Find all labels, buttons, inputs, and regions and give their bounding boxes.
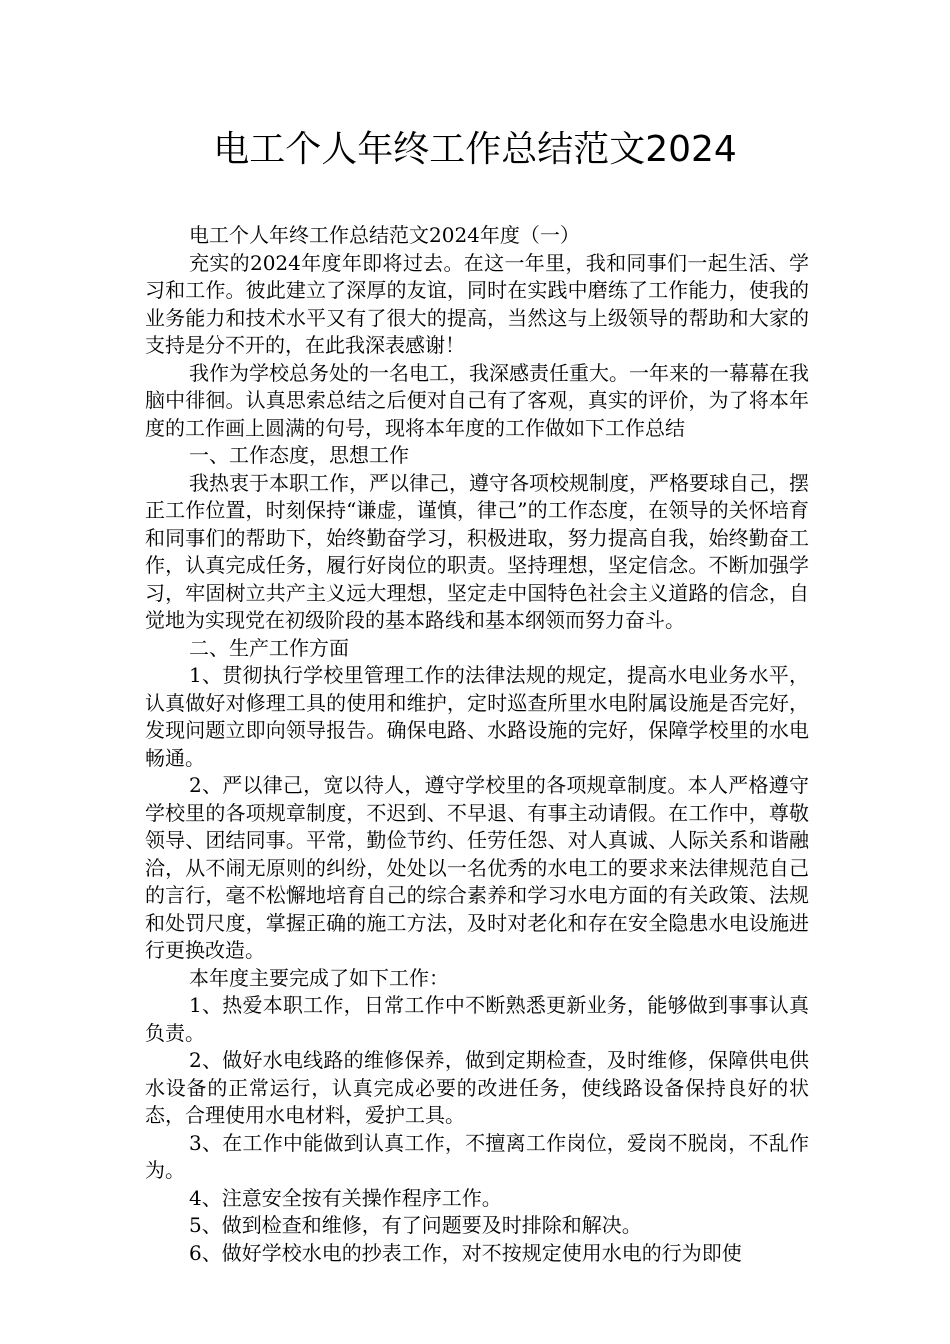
list-item: 3、在工作中能做到认真工作，不擅离工作岗位，爱岗不脱岗，不乱作为。 (145, 1130, 809, 1182)
paragraph: 我作为学校总务处的一名电工，我深感责任重大。一年来的一幕幕在我脑中徘徊。认真思索总结之后便对自己有了客观，真实的评价，为了将本年度的工作画上圆满的句号，现将本年度的工作做如下工作总结 (145, 360, 809, 440)
list-item: 4、注意安全按有关操作程序工作。 (189, 1185, 502, 1210)
paragraph: 我热衷于本职工作，严以律己，遵守各项校规制度，严格要球自己，摆正工作位置，时刻保持“谦虚，谨慎，律己”的工作态度，在领导的关怀培育和同事们的帮助下，始终勤奋学习，积极进取，努力提高自我，始终勤奋工作，认真完成任务，履行好岗位的职责。坚持理想，坚定信念。不断加强学习，牢固树立共产主义远大理想，坚定走中国特色社会主义道路的信念，自觉地为实现党在初级阶段的基本路线和基本纲领而努力奋斗。 (145, 470, 809, 632)
list-item: 6、做好学校水电的抄表工作，对不按规定使用水电的行为即使 (189, 1240, 742, 1265)
paragraph: 本年度主要完成了如下工作： (189, 965, 449, 990)
paragraph: 2、严以律己，宽以待人，遵守学校里的各项规章制度。本人严格遵守学校里的各项规章制度，不迟到、不早退、有事主动请假。在工作中，尊敬领导、团结同事。平常，勤俭节约、任劳任怨、对人真诚、人际关系和谐融洽，从不闹无原则的纠纷，处处以一名优秀的水电工的要求来法律规范自己的言行，毫不松懈地培育自己的综合素养和学习水电方面的有关政策、法规和处罚尺度，掌握正确的施工方法，及时对老化和存在安全隐患水电设施进行更换改造。 (145, 773, 809, 962)
section-heading: 一、工作态度，思想工作 (189, 443, 409, 467)
paragraph-subtitle: 电工个人年终工作总结范文2024年度（一） (189, 223, 580, 247)
section-heading: 二、生产工作方面 (189, 635, 349, 660)
paragraph: 1、贯彻执行学校里管理工作的法律法规的规定，提高水电业务水平，认真做好对修理工具的使用和维护，定时巡查所里水电附属设施是否完好，发现问题立即向领导报告。确保电路、水路设施的完好，保障学校里的水电畅通。 (145, 663, 809, 770)
document-body (145, 222, 809, 1267)
list-item: 5、做到检查和维修，有了问题要及时排除和解决。 (189, 1213, 642, 1237)
paragraph: 充实的2024年度年即将过去。在这一年里，我和同事们一起生活、学习和工作。彼此建立了深厚的友谊，同时在实践中磨练了工作能力，使我的业务能力和技术水平又有了很大的提高，当然这与上级领导的帮助和大家的支持是分不开的，在此我深表感谢！ (145, 250, 809, 357)
document-title: 电工个人年终工作总结范文2024 (213, 129, 737, 170)
list-item: 2、做好水电线路的维修保养，做到定期检查，及时维修，保障供电供水设备的正常运行，认真完成必要的改进任务，使线路设备保持良好的状态，合理使用水电材料，爱护工具。 (145, 1048, 809, 1127)
list-item: 1、热爱本职工作，日常工作中不断熟悉更新业务，能够做到事事认真负责。 (145, 993, 809, 1045)
